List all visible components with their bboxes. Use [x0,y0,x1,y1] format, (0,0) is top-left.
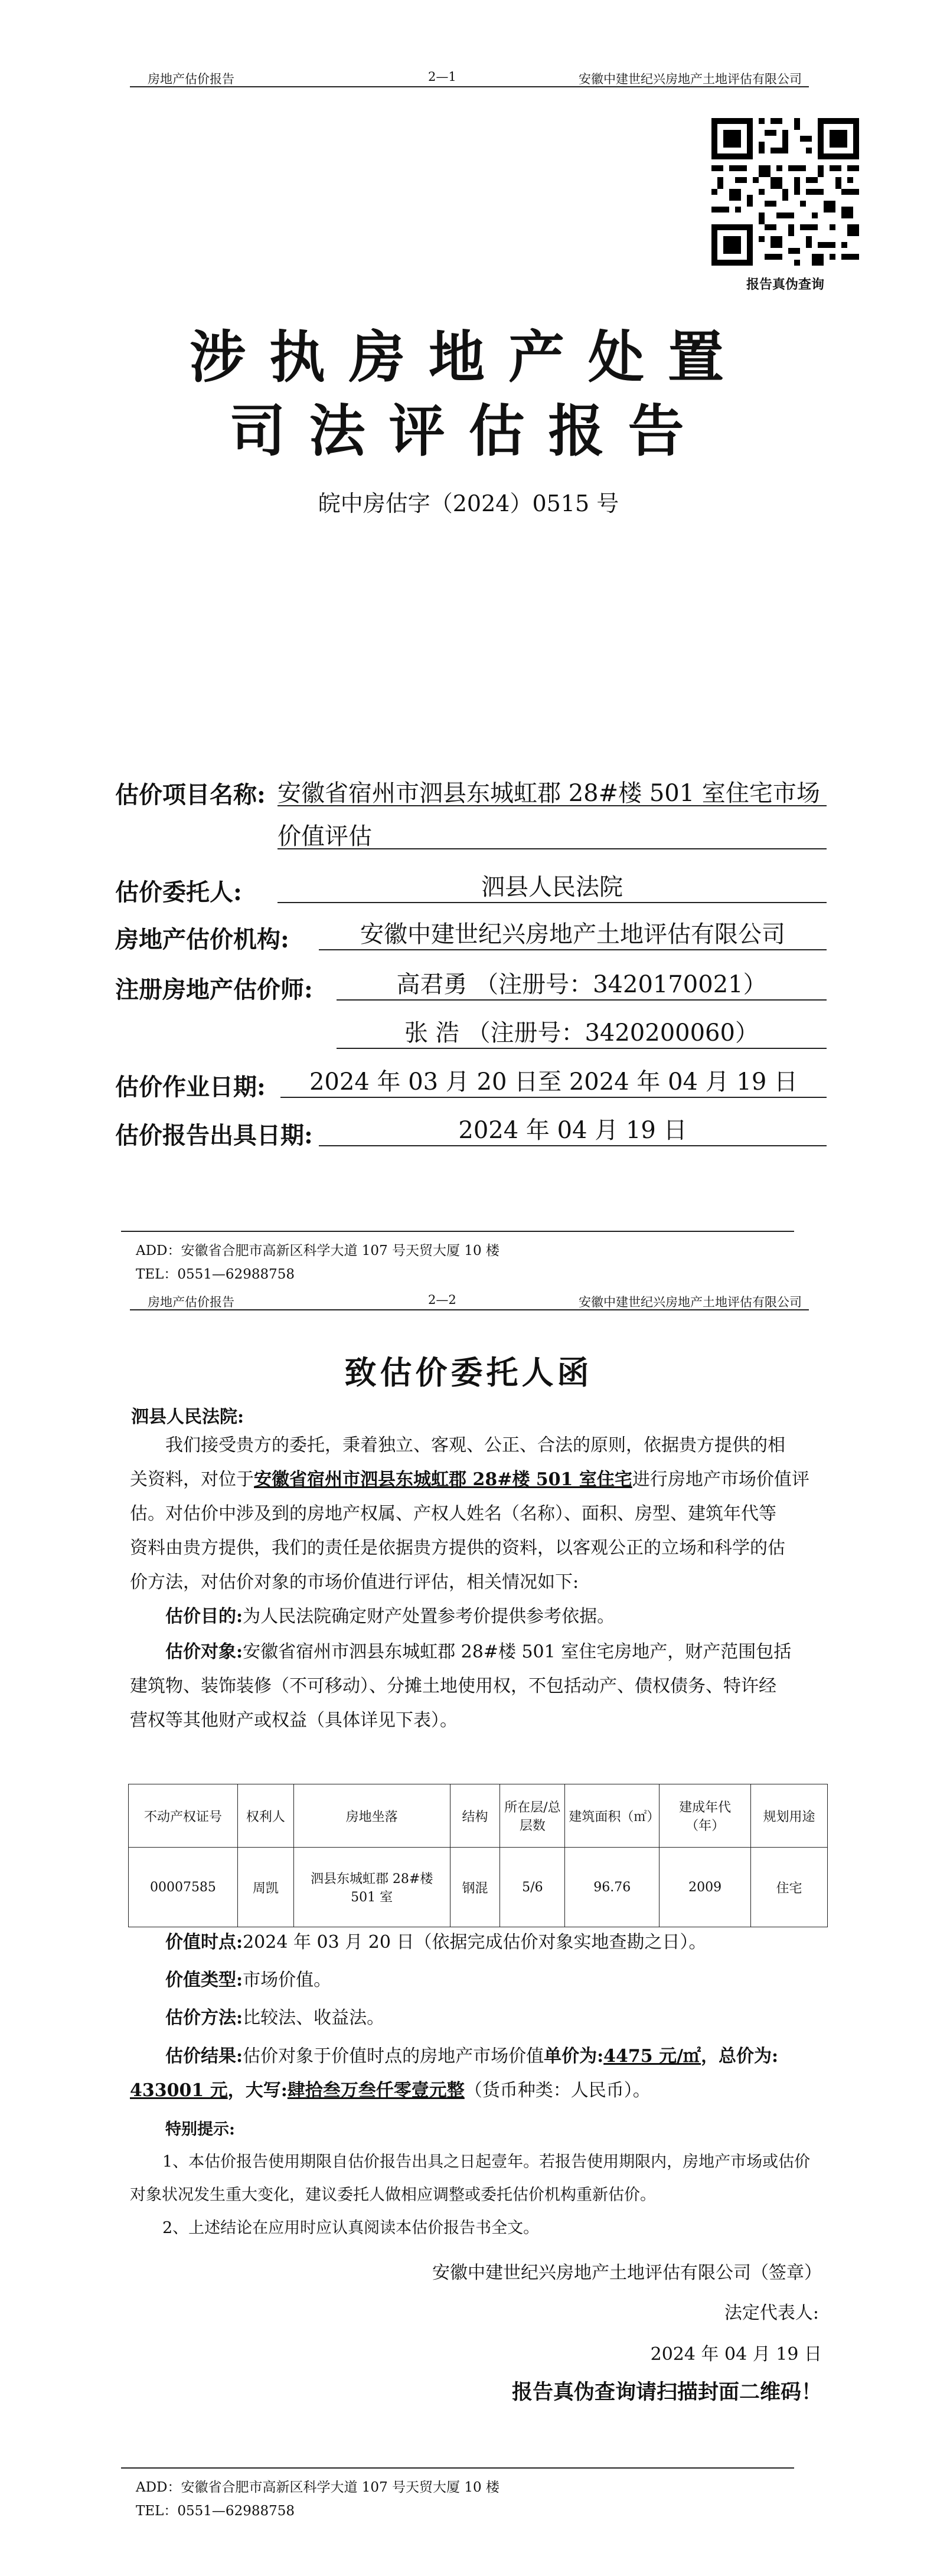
qr-caption: 报告真伪查询 [746,277,824,292]
object-line: 营权等其他财产或权益（具体详见下表）。 [130,1710,458,1731]
intro-line: 我们接受贵方的委托，秉着独立、客观、公正、合法的原则，依据贵方提供的相 [165,1435,785,1456]
result-text: ，大写: [227,2080,288,2101]
result-text: 单价为: [544,2046,604,2067]
table-header-cell: 结构 [450,1784,500,1848]
notice-line: 2、上述结论在应用时应认真阅读本估价报告书全文。 [162,2219,540,2237]
page-header [130,1293,809,1310]
notice-paragraph [130,2146,827,2245]
issue-date-label: 估价报告出具日期: [115,1122,313,1149]
appraiser-1: 高君勇 （注册号：3420170021） [337,970,827,1001]
issue-date-value: 2024 年 04 月 19 日 [319,1116,827,1146]
footer-tel: TEL：0551—62988758 [136,2503,295,2519]
table-cell: 00007585 [129,1848,238,1927]
intro-line: 资料由贵方提供，我们的责任是依据贵方提供的资料，以客观公正的立场和科学的估 [130,1538,785,1558]
object-label: 估价对象: [165,1642,243,1662]
table-header-cell: 建成年代（年） [660,1784,751,1848]
property-address: 安徽省宿州市泗县东城虹郡 28#楼 501 室住宅 [254,1469,632,1490]
value-date-line [130,1926,827,1960]
notice-line: 1、本估价报告使用期限自估价报告出具之日起壹年。若报告使用期限内，房地产市场或估价 [162,2153,811,2171]
table-cell: 5/6 [500,1848,565,1927]
appraiser-2: 张 浩 （注册号：3420200060） [337,1018,827,1049]
table-row [129,1848,828,1927]
table-header-cell: 建筑面积（㎡） [565,1784,660,1848]
project-name-value-line2: 价值评估 [277,818,827,849]
value-date-value: 2024 年 03 月 20 日（依据完成估价对象实地查勘之日）。 [243,1932,707,1953]
result-line [130,2039,827,2074]
table-header-cell: 所在层/总层数 [500,1784,565,1848]
intro-line [130,1463,827,1497]
value-type-label: 价值类型: [165,1970,243,1990]
intro-line: 价方法，对估价对象的市场价值进行评估，相关情况如下: [130,1572,579,1593]
intro-line: 估。对估价中涉及到的房地产权属、产权人姓名（名称）、面积、房型、建筑年代等 [130,1503,776,1524]
footer-address: ADD：安徽省合肥市高新区科学大道 107 号天贸大厦 10 楼 [136,1243,499,1258]
qr-code[interactable] [711,118,859,266]
header-page-number: 2—2 [428,1293,456,1307]
footer-tel: TEL：0551—62988758 [136,1267,295,1282]
agency-label: 房地产估价机构: [115,926,289,953]
header-company: 安徽中建世纪兴房地产土地评估有限公司 [579,1295,802,1309]
table-cell: 2009 [660,1848,751,1927]
unit-price: 4475 元/㎡ [603,2046,701,2067]
object-line [130,1635,827,1669]
object-paragraph [130,1635,827,1738]
purpose-value: 为人民法院确定财产处置参考价提供参考依据。 [243,1606,615,1627]
table-cell: 96.76 [565,1848,660,1927]
report-title-line1: 涉执房地产处置 [189,325,747,390]
work-date-value: 2024 年 03 月 20 日至 2024 年 04 月 19 日 [280,1067,827,1098]
intro-paragraph [130,1428,827,1600]
result-line [130,2074,827,2108]
intro-text: 进行房地产市场价值评 [632,1469,809,1490]
table-cell: 周凯 [237,1848,293,1927]
footer-divider [121,1231,794,1232]
result-text: （货币种类：人民币）。 [464,2080,651,2101]
notice-title: 特别提示: [165,2120,235,2139]
table-cell: 泗县东城虹郡 28#楼 501 室 [293,1848,450,1927]
client-value: 泗县人民法院 [277,872,827,903]
method-line [130,2001,827,2035]
method-label: 估价方法: [165,2008,243,2028]
table-header-cell: 规划用途 [751,1784,828,1848]
value-type-line [130,1963,827,1998]
result-text: ，总价为: [701,2046,779,2067]
agency-value: 安徽中建世纪兴房地产土地评估有限公司 [319,920,827,950]
document-number: 皖中房估字（2024）0515 号 [318,491,619,516]
table-cell: 钢混 [450,1848,500,1927]
appraiser-label: 注册房地产估价师: [115,976,313,1003]
intro-text: 关资料，对位于 [130,1469,254,1490]
salutation: 泗县人民法院: [131,1407,244,1427]
table-cell: 住宅 [751,1848,828,1927]
header-left: 房地产估价报告 [148,1295,234,1309]
footer-address: ADD：安徽省合肥市高新区科学大道 107 号天贸大厦 10 楼 [136,2480,499,2495]
property-table [128,1784,828,1927]
purpose-label: 估价目的: [165,1606,243,1627]
page-header [130,70,809,87]
project-name-label: 估价项目名称: [115,781,266,809]
work-date-label: 估价作业日期: [115,1073,266,1101]
header-company: 安徽中建世纪兴房地产土地评估有限公司 [579,72,802,86]
header-left: 房地产估价报告 [148,72,234,86]
table-header-cell: 不动产权证号 [129,1784,238,1848]
project-name-value-line1: 安徽省宿州市泗县东城虹郡 28#楼 501 室住宅市场 [277,774,827,806]
sign-date: 2024 年 04 月 19 日 [650,2344,822,2365]
client-label: 估价委托人: [115,878,242,906]
notice-line: 对象状况发生重大变化，建议委托人做相应调整或委托估价机构重新估价。 [130,2186,656,2204]
result-label: 估价结果: [165,2046,243,2067]
letter-title: 致估价委托人函 [344,1354,593,1391]
sign-company: 安徽中建世纪兴房地产土地评估有限公司（签章） [432,2263,822,2283]
total-price: 433001 元 [130,2080,228,2101]
value-type-value: 市场价值。 [243,1970,332,1990]
footer-divider [121,2467,794,2469]
object-text: 安徽省宿州市泗县东城虹郡 28#楼 501 室住宅房地产，财产范围包括 [243,1642,792,1662]
table-header-cell: 房地坐落 [293,1784,450,1848]
header-page-number: 2—1 [428,70,456,84]
report-title-line2: 司法评估报告 [229,398,708,464]
result-text: 估价对象于价值时点的房地产市场价值 [243,2046,544,2067]
purpose-line [130,1600,827,1634]
table-header-row [129,1784,828,1848]
sign-representative: 法定代表人: [724,2303,819,2323]
result-paragraph [130,2039,827,2108]
object-line: 建筑物、装饰装修（不可移动）、分摊土地使用权，不包括动产、债权债务、特许经 [130,1676,776,1696]
total-price-words: 肆拾叁万叁仟零壹元整 [287,2080,465,2101]
table-header-cell: 权利人 [237,1784,293,1848]
qr-notice: 报告真伪查询请扫描封面二维码！ [511,2380,822,2404]
method-value: 比较法、收益法。 [243,2008,385,2028]
value-date-label: 价值时点: [165,1932,243,1953]
